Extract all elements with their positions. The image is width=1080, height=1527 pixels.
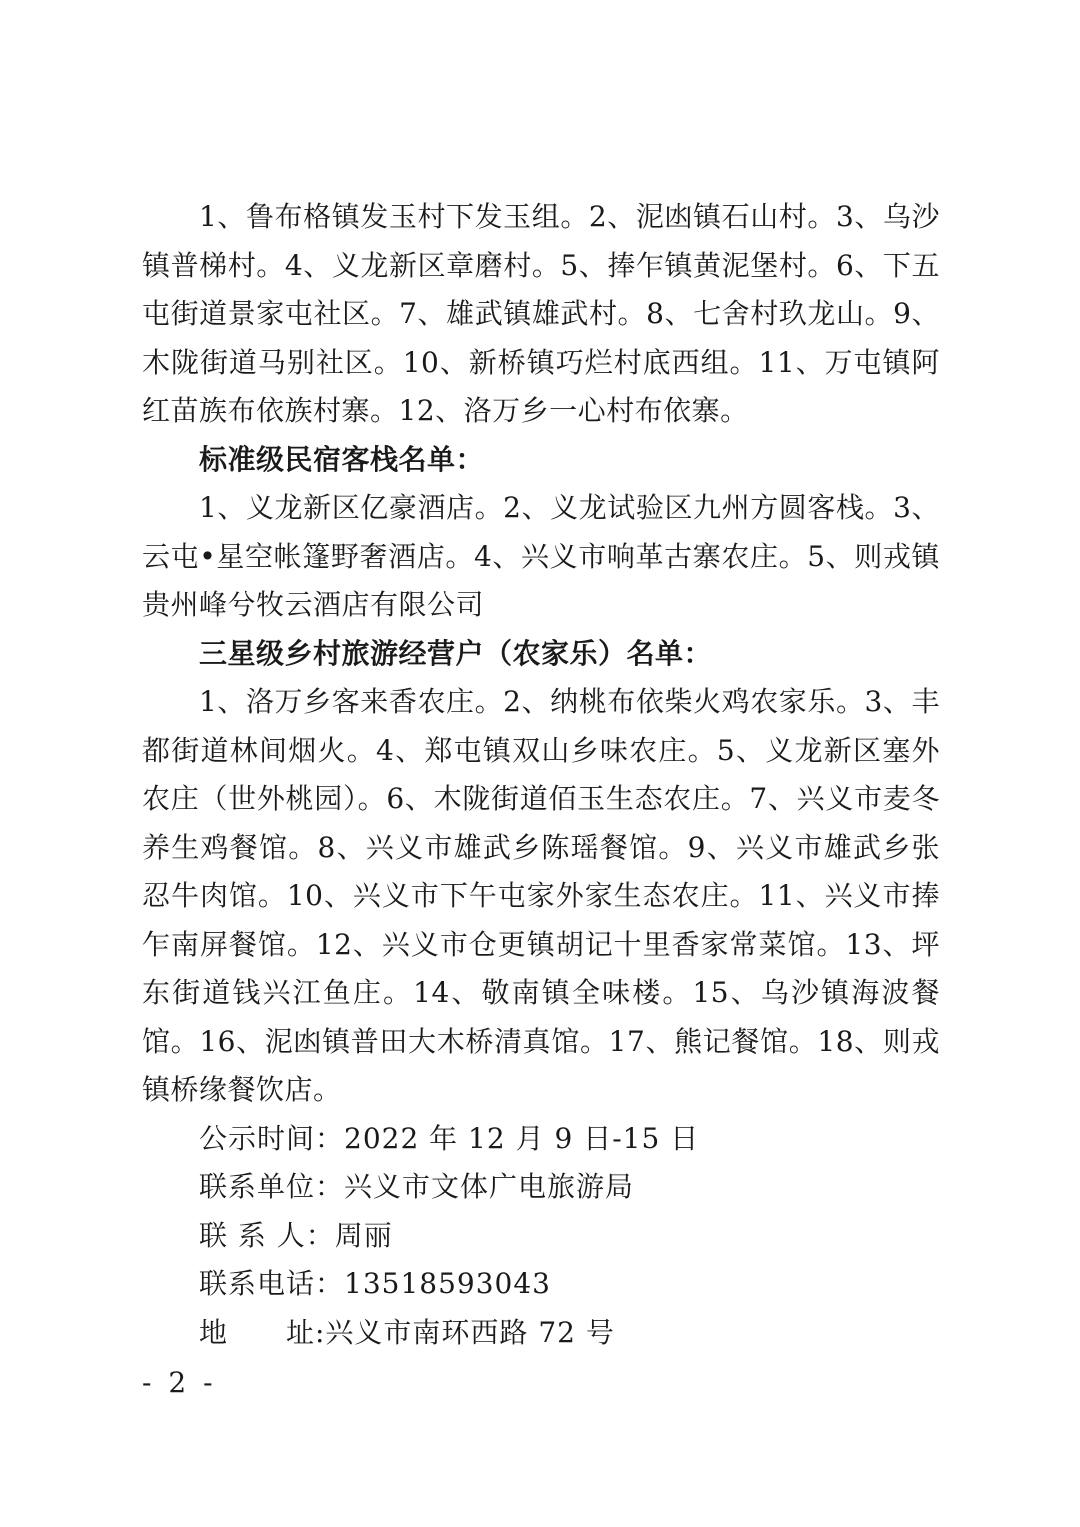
contact-phone: 联系电话：13518593043 [199,1267,551,1300]
villages-paragraph: 1、鲁布格镇发玉村下发玉组。2、泥凼镇石山村。3、乌沙镇普梯村。4、义龙新区章磨村。5、捧乍镇黄泥堡村。6、下五屯街道景家屯社区。7、雄武镇雄武村。8、七舍村玖龙山。9、木陇街道马别社区。10、新桥镇巧烂村底西组。11、万屯镇阿红苗族布依族村寨。12、洛万乡一心村布依寨。 [142,200,940,427]
homestay-paragraph: 1、义龙新区亿豪酒店。2、义龙试验区九州方圆客栈。3、 云屯•星空帐篷野奢酒店。4、兴义市响革古寨农庄。5、则戎镇贵州峰兮牧云酒店有限公司 [142,491,940,621]
farmhouse-heading: 三星级乡村旅游经营户（农家乐）名单： [199,636,713,670]
contact-unit: 联系单位：兴义市文体广电旅游局 [199,1170,635,1203]
contact-person: 联 系 人：周丽 [199,1218,393,1252]
homestay-heading: 标准级民宿客栈名单： [199,442,485,476]
document-body [142,193,940,1357]
notice-time: 公示时间：2022 年 12 月 9 日-15 日 [199,1121,700,1155]
farmhouse-paragraph: 1、洛万乡客来香农庄。2、纳桃布依柴火鸡农家乐。3、丰都街道林间烟火。4、郑屯镇双山乡味农庄。5、义龙新区塞外农庄（世外桃园）。6、木陇街道佰玉生态农庄。7、兴义市麦冬养生鸡餐馆。8、兴义市雄武乡陈瑶餐馆。9、兴义市雄武乡张忍牛肉馆。10、兴义市下午屯家外家生态农庄。11、兴义市捧乍南屏餐馆。12、兴义市仓更镇胡记十里香家常菜馆。13、坪东街道钱兴江鱼庄。14、敬南镇全味楼。15、乌沙镇海波餐馆。16、泥凼镇普田大木桥清真馆。17、熊记餐馆。18、则戎镇桥缘餐饮店。 [142,685,940,1106]
address: 地 址:兴义市南环西路 72 号 [199,1315,615,1349]
page-number: - 2 - [142,1366,217,1399]
